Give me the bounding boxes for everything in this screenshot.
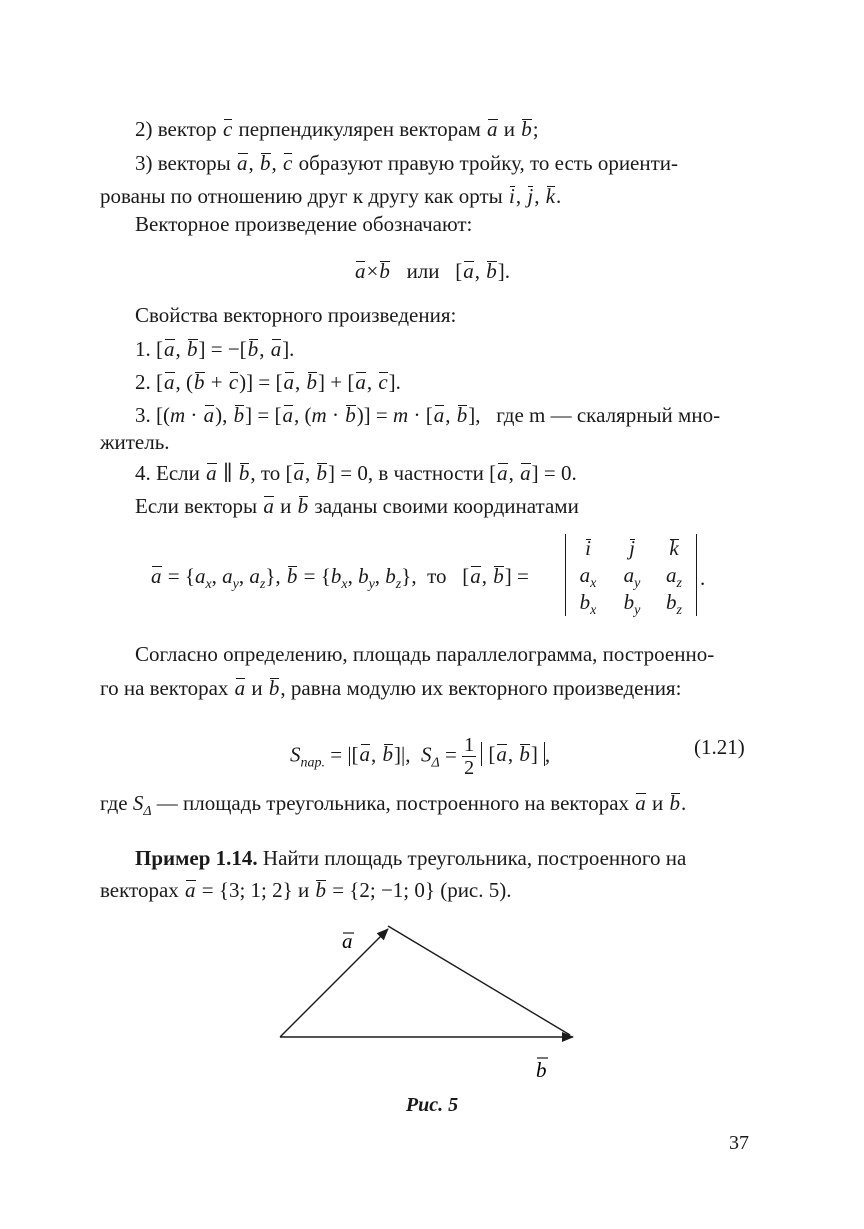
vector-triangle-figure — [270, 915, 590, 1085]
example-line-2: векторах a = {3; 1; 2} и b = {2; −1; 0} (рис. 5). — [100, 878, 512, 902]
equation-number: (1.21) — [694, 735, 745, 759]
coords-formula: $a = \{a_x$, $a_y$, $a_z$}, $b = \{b_x$, $b_y$, $b_z$}, то [a, b] = — [151, 564, 529, 592]
property-item-4: 4. Если a ∥ b, то [a, b] = 0, в частности [a, a] = 0. — [135, 461, 577, 485]
determinant-matrix: i j k $a_x$ $a_y$ $a_z$ $b_x$ $b_y$ $b_z$ — [565, 534, 697, 616]
example-line-1: Пример 1.14. Найти площадь треугольника, построенного на — [135, 846, 687, 870]
area-para-line-2: го на векторах a и b, равна модулю их векторного произведения: — [100, 676, 682, 700]
property-item-1: 1. [a, b] = −[b, a]. — [135, 337, 295, 361]
area-formula: $S_{пар.} = |[a$, b]|, $S_\Delta$ = $\frac{1}{2}$ [a, b] , — [290, 734, 551, 779]
figure-caption: Рис. 5 — [405, 1094, 459, 1116]
vector-b-label: b — [536, 1058, 547, 1082]
property-3-line-2: рованы по отношению друг к другу как орты i, j, k. — [100, 184, 562, 208]
triangle-side — [388, 926, 570, 1035]
area-para-line-1: Согласно определению, площадь параллелограмма, построенно- — [135, 642, 715, 666]
vector-a-arrow — [280, 929, 388, 1037]
vector-a-label: a — [342, 929, 353, 953]
notation-formula: a×b или [a, b]. — [354, 259, 511, 283]
property-item-2: 2. [a, (b + c)] = [a, b] + [a, c]. — [135, 370, 401, 394]
property-item-3-cont: житель. — [100, 430, 170, 454]
property-3-line-1: 3) векторы a, b, c образуют правую тройку, то есть ориенти- — [135, 151, 679, 175]
notation-intro: Векторное произведение обозначают: — [135, 212, 473, 236]
property-2: 2) вектор c перпендикулярен векторам a и b; — [135, 117, 539, 141]
properties-heading: Свойства векторного произведения: — [135, 303, 457, 327]
coords-intro: Если векторы a и b заданы своими координатами — [135, 494, 579, 518]
property-item-3: 3. [(m · a), b] = [a, (m · b)] = m · [a, b], где m — скалярный мно- — [135, 403, 721, 427]
triangle-note: где $S_\Delta$ — площадь треугольника, построенного на векторах a и b. — [100, 791, 687, 819]
textbook-page: 2) вектор c перпендикулярен векторам a и b; 3) векторы a, b, c образуют правую тройку, то есть ориенти- рованы по отношению друг к другу как орты i, j, k. Векторное произведение обозначают: a×b или [a, b]. Свойства векторного произведения: 1. [a, b] = −[b, a]. 2. [a, (b + c)] = [a, b] + [a, c]. 3. [(m · a), b] = [a, (m · b)] = m · [a, b], где m — скалярный мно- житель. 4. Если a ∥ b, то [a, b] = 0, в частности [a, a] = 0. Если векторы a и b заданы своими координатами $a = \{a_x$, $a_y$, $a_z$}, $b = \{b_x$, $b_y$, $b_z$}, то [a, b] = i j k $a_x$ $a_y$ $a_z$ $b_x$ $b_y$ $b_z$ . Согласно определению, площадь параллелограмма, построенно- го на векторах a и b, равна модулю их векторного произведения: $S_{пар.} = |[a$, b]|, $S_\Delta$ = $\frac{1}{2}$ [a, b] , (1.21) где $S_\Delta$ — площадь треугольника, построенного на векторах a и b. Пример 1.14. Найти площадь треугольника, построенного на векторах a = {3; 1; 2} и b = {2; −1; 0} (рис. 5). a b Рис. 5 37 — [0, 0, 864, 1229]
page-number: 37 — [729, 1132, 749, 1154]
